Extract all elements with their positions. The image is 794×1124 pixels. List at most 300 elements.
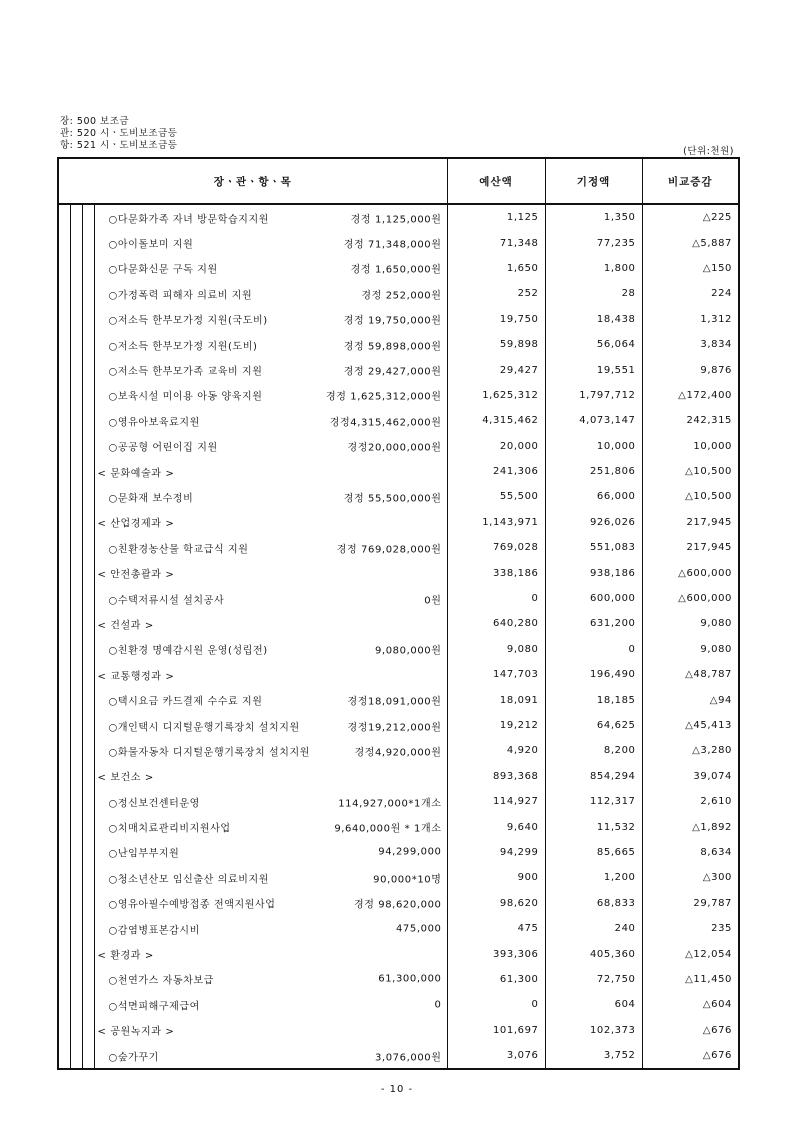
row-diff: 217,945 xyxy=(642,510,739,535)
guide-cell xyxy=(70,1043,82,1069)
guide-cell xyxy=(82,687,94,712)
table-row xyxy=(58,357,739,382)
header-gwan: 관: 520 시ㆍ도비보조금등 xyxy=(60,128,178,139)
guide-cell xyxy=(70,332,82,357)
row-label: ○아이돌보미 지원 xyxy=(108,239,194,251)
row-previous: 604 xyxy=(545,992,642,1017)
col-header-name: 장ㆍ관ㆍ항ㆍ목 xyxy=(58,158,447,204)
row-detail: 경정 98,620,000 xyxy=(353,899,442,911)
row-label: ○저소득 한부모가정 지원(국도비) xyxy=(108,315,268,327)
row-previous: 196,490 xyxy=(545,662,642,687)
row-description xyxy=(94,484,447,509)
row-budget: 393,306 xyxy=(447,941,545,966)
row-previous: 8,200 xyxy=(545,738,642,763)
row-budget: 59,898 xyxy=(447,332,545,357)
row-label: ○숲가꾸기 xyxy=(108,1052,159,1064)
table-row xyxy=(58,307,739,332)
row-detail: 경정 19,750,000원 xyxy=(343,315,442,327)
row-budget: 241,306 xyxy=(447,459,545,484)
row-previous: 240 xyxy=(545,916,642,941)
row-budget: 114,927 xyxy=(447,789,545,814)
table-row xyxy=(58,865,739,890)
row-previous: 1,797,712 xyxy=(545,383,642,408)
row-detail: 경정 769,028,000원 xyxy=(336,544,442,556)
guide-cell xyxy=(82,992,94,1017)
guide-cell xyxy=(70,459,82,484)
table-row xyxy=(58,484,739,509)
row-detail: 475,000 xyxy=(395,923,442,935)
row-budget: 4,315,462 xyxy=(447,408,545,433)
guide-cell xyxy=(58,764,70,789)
guide-cell xyxy=(70,560,82,585)
row-previous: 3,752 xyxy=(545,1043,642,1069)
row-budget: 9,080 xyxy=(447,637,545,662)
row-budget: 769,028 xyxy=(447,535,545,560)
table-row xyxy=(58,586,739,611)
row-diff: 39,074 xyxy=(642,764,739,789)
row-budget: 640,280 xyxy=(447,611,545,636)
row-detail: 경정18,091,000원 xyxy=(347,696,442,708)
row-budget: 1,650 xyxy=(447,256,545,281)
row-diff: △48,787 xyxy=(642,662,739,687)
row-budget: 0 xyxy=(447,586,545,611)
guide-cell xyxy=(82,586,94,611)
row-diff: △172,400 xyxy=(642,383,739,408)
row-previous: 56,064 xyxy=(545,332,642,357)
table-row xyxy=(58,992,739,1017)
col-header-budget: 예산액 xyxy=(447,158,545,204)
row-detail: 114,927,000*1개소 xyxy=(338,798,442,810)
page-number: - 10 - xyxy=(380,1084,414,1095)
table-row xyxy=(58,535,739,560)
row-label: ○다문화신문 구독 지원 xyxy=(108,264,218,276)
row-diff: △10,500 xyxy=(642,459,739,484)
dept-row xyxy=(58,941,739,966)
row-budget: 71,348 xyxy=(447,230,545,255)
row-detail: 경정 59,898,000원 xyxy=(343,341,442,353)
header-hang: 항: 521 시ㆍ도비보조금등 xyxy=(60,140,178,151)
row-diff: △3,280 xyxy=(642,738,739,763)
guide-cell xyxy=(58,713,70,738)
row-budget: 4,920 xyxy=(447,738,545,763)
guide-cell xyxy=(82,434,94,459)
row-diff: 9,080 xyxy=(642,611,739,636)
guide-cell xyxy=(82,916,94,941)
row-description xyxy=(94,535,447,560)
row-label: ○친환경 명예감시원 운영(성립전) xyxy=(108,645,268,657)
guide-cell xyxy=(82,332,94,357)
guide-cell xyxy=(70,510,82,535)
row-diff: △676 xyxy=(642,1018,739,1043)
row-label: ○문화재 보수정비 xyxy=(108,493,194,505)
row-label: ○화물자동차 디지털운행기록장치 설치지원 xyxy=(108,747,311,759)
row-label: ○가정폭력 피해자 의료비 지원 xyxy=(108,290,253,302)
table-row xyxy=(58,916,739,941)
dept-row xyxy=(58,459,739,484)
row-label: ○정신보건센터운영 xyxy=(108,798,200,810)
row-budget: 338,186 xyxy=(447,560,545,585)
row-label: < 산업경제과 > xyxy=(97,518,175,530)
row-label: ○공공형 어린이집 지원 xyxy=(108,442,218,454)
row-description xyxy=(94,1018,447,1043)
row-previous: 10,000 xyxy=(545,434,642,459)
guide-cell xyxy=(58,637,70,662)
guide-cell xyxy=(58,230,70,255)
row-previous: 926,026 xyxy=(545,510,642,535)
row-label: ○치매치료관리비지원사업 xyxy=(108,823,231,835)
row-detail: 9,640,000원 * 1개소 xyxy=(334,823,442,835)
table-row xyxy=(58,281,739,306)
row-budget: 3,076 xyxy=(447,1043,545,1069)
row-budget: 55,500 xyxy=(447,484,545,509)
row-description xyxy=(94,459,447,484)
row-label: ○저소득 한부모가족 교육비 지원 xyxy=(108,366,263,378)
row-previous: 72,750 xyxy=(545,967,642,992)
guide-cell xyxy=(82,764,94,789)
guide-cell xyxy=(82,738,94,763)
row-diff: △45,413 xyxy=(642,713,739,738)
row-description xyxy=(94,307,447,332)
guide-cell xyxy=(70,662,82,687)
row-detail: 경정20,000,000원 xyxy=(347,442,442,454)
row-label: ○영유아필수예방접종 전액지원사업 xyxy=(108,899,276,911)
guide-cell xyxy=(70,789,82,814)
guide-cell xyxy=(58,1018,70,1043)
col-header-previous: 기정액 xyxy=(545,158,642,204)
row-label: ○보육시설 미이용 아동 양육지원 xyxy=(108,391,263,403)
row-description xyxy=(94,560,447,585)
guide-cell xyxy=(82,789,94,814)
row-budget: 1,625,312 xyxy=(447,383,545,408)
guide-cell xyxy=(70,434,82,459)
dept-row xyxy=(58,764,739,789)
guide-cell xyxy=(58,560,70,585)
row-budget: 20,000 xyxy=(447,434,545,459)
guide-cell xyxy=(70,916,82,941)
row-budget: 18,091 xyxy=(447,687,545,712)
row-detail: 경정4,920,000원 xyxy=(354,747,442,759)
row-description xyxy=(94,814,447,839)
guide-cell xyxy=(82,891,94,916)
guide-cell xyxy=(70,484,82,509)
row-budget: 252 xyxy=(447,281,545,306)
guide-cell xyxy=(58,307,70,332)
row-previous: 600,000 xyxy=(545,586,642,611)
row-budget: 1,125 xyxy=(447,204,545,230)
row-diff: 242,315 xyxy=(642,408,739,433)
guide-cell xyxy=(58,408,70,433)
row-diff: 235 xyxy=(642,916,739,941)
row-description xyxy=(94,281,447,306)
row-detail: 94,299,000 xyxy=(378,846,442,858)
row-previous: 18,438 xyxy=(545,307,642,332)
guide-cell xyxy=(82,307,94,332)
guide-cell xyxy=(58,256,70,281)
guide-cell xyxy=(70,992,82,1017)
row-detail: 경정 55,500,000원 xyxy=(343,493,442,505)
row-description xyxy=(94,510,447,535)
row-diff: △5,887 xyxy=(642,230,739,255)
guide-cell xyxy=(58,383,70,408)
guide-cell xyxy=(58,611,70,636)
unit-label: (단위:천원) xyxy=(683,146,734,157)
row-description xyxy=(94,992,447,1017)
row-detail: 경정 1,650,000원 xyxy=(350,264,442,276)
row-previous: 4,073,147 xyxy=(545,408,642,433)
row-description xyxy=(94,332,447,357)
row-detail: 경정 71,348,000원 xyxy=(343,239,442,251)
guide-cell xyxy=(58,789,70,814)
row-previous: 85,665 xyxy=(545,840,642,865)
row-description xyxy=(94,586,447,611)
row-diff: △676 xyxy=(642,1043,739,1069)
row-description xyxy=(94,662,447,687)
guide-cell xyxy=(82,637,94,662)
guide-cell xyxy=(82,383,94,408)
row-description xyxy=(94,941,447,966)
guide-cell xyxy=(82,560,94,585)
row-diff: △10,500 xyxy=(642,484,739,509)
row-budget: 94,299 xyxy=(447,840,545,865)
guide-cell xyxy=(70,1018,82,1043)
row-diff: △94 xyxy=(642,687,739,712)
guide-cell xyxy=(82,814,94,839)
guide-cell xyxy=(70,814,82,839)
row-description xyxy=(94,687,447,712)
row-description xyxy=(94,789,447,814)
guide-cell xyxy=(70,865,82,890)
row-description xyxy=(94,204,447,230)
row-diff: 2,610 xyxy=(642,789,739,814)
guide-cell xyxy=(70,357,82,382)
row-description xyxy=(94,611,447,636)
guide-cell xyxy=(82,967,94,992)
row-diff: 1,312 xyxy=(642,307,739,332)
guide-cell xyxy=(70,941,82,966)
row-detail: 0 xyxy=(434,999,442,1011)
guide-cell xyxy=(82,840,94,865)
guide-cell xyxy=(58,1043,70,1069)
table-row xyxy=(58,840,739,865)
guide-cell xyxy=(82,510,94,535)
row-description xyxy=(94,967,447,992)
row-previous: 938,186 xyxy=(545,560,642,585)
header-jang: 장: 500 보조금 xyxy=(60,116,130,127)
row-detail: 경정 252,000원 xyxy=(361,290,442,302)
guide-cell xyxy=(70,738,82,763)
row-diff: △300 xyxy=(642,865,739,890)
guide-cell xyxy=(70,637,82,662)
row-budget: 61,300 xyxy=(447,967,545,992)
row-label: ○다문화가족 자녀 방문학습지지원 xyxy=(108,214,270,226)
row-budget: 19,212 xyxy=(447,713,545,738)
guide-cell xyxy=(82,204,94,230)
row-budget: 1,143,971 xyxy=(447,510,545,535)
guide-cell xyxy=(70,840,82,865)
guide-cell xyxy=(82,357,94,382)
guide-cell xyxy=(58,434,70,459)
row-budget: 0 xyxy=(447,992,545,1017)
row-previous: 28 xyxy=(545,281,642,306)
row-previous: 112,317 xyxy=(545,789,642,814)
guide-cell xyxy=(58,992,70,1017)
row-label: < 안전총괄과 > xyxy=(97,569,175,581)
row-diff: △1,892 xyxy=(642,814,739,839)
guide-cell xyxy=(58,891,70,916)
guide-cell xyxy=(58,204,70,230)
row-description xyxy=(94,916,447,941)
row-diff: △150 xyxy=(642,256,739,281)
guide-cell xyxy=(70,535,82,560)
guide-cell xyxy=(82,865,94,890)
row-diff: 29,787 xyxy=(642,891,739,916)
guide-cell xyxy=(58,281,70,306)
table-row xyxy=(58,789,739,814)
row-previous: 0 xyxy=(545,637,642,662)
guide-cell xyxy=(70,611,82,636)
row-description xyxy=(94,764,447,789)
guide-cell xyxy=(82,1018,94,1043)
row-label: ○청소년산모 임신출산 의료비지원 xyxy=(108,874,270,886)
row-previous: 551,083 xyxy=(545,535,642,560)
guide-cell xyxy=(58,865,70,890)
table-row xyxy=(58,434,739,459)
row-detail: 0원 xyxy=(424,595,442,607)
row-diff: 8,634 xyxy=(642,840,739,865)
table-row xyxy=(58,891,739,916)
dept-row xyxy=(58,662,739,687)
guide-cell xyxy=(70,408,82,433)
row-previous: 102,373 xyxy=(545,1018,642,1043)
row-previous: 68,833 xyxy=(545,891,642,916)
guide-cell xyxy=(70,713,82,738)
guide-cell xyxy=(58,357,70,382)
guide-cell xyxy=(82,1043,94,1069)
row-diff: 3,834 xyxy=(642,332,739,357)
row-diff: 9,080 xyxy=(642,637,739,662)
row-detail: 경정 1,125,000원 xyxy=(350,214,442,226)
guide-cell xyxy=(58,941,70,966)
row-label: ○개인택시 디지털운행기록장치 설치지원 xyxy=(108,722,300,733)
row-description xyxy=(94,357,447,382)
row-budget: 101,697 xyxy=(447,1018,545,1043)
row-previous: 66,000 xyxy=(545,484,642,509)
row-label: ○친환경농산물 학교급식 지원 xyxy=(108,544,249,556)
dept-row xyxy=(58,611,739,636)
guide-cell xyxy=(70,281,82,306)
row-description xyxy=(94,408,447,433)
guide-cell xyxy=(82,256,94,281)
budget-table xyxy=(57,157,740,1070)
row-description xyxy=(94,256,447,281)
guide-cell xyxy=(58,814,70,839)
guide-cell xyxy=(70,383,82,408)
guide-cell xyxy=(82,941,94,966)
row-diff: 217,945 xyxy=(642,535,739,560)
guide-cell xyxy=(58,459,70,484)
row-previous: 64,625 xyxy=(545,713,642,738)
guide-cell xyxy=(58,967,70,992)
guide-cell xyxy=(82,281,94,306)
row-description xyxy=(94,383,447,408)
row-budget: 147,703 xyxy=(447,662,545,687)
guide-cell xyxy=(82,230,94,255)
row-label: < 환경과 > xyxy=(97,950,154,962)
row-description xyxy=(94,738,447,763)
row-diff: 9,876 xyxy=(642,357,739,382)
row-label: < 문화예술과 > xyxy=(97,468,175,480)
guide-cell xyxy=(82,484,94,509)
row-previous: 1,350 xyxy=(545,204,642,230)
dept-row xyxy=(58,1018,739,1043)
row-budget: 19,750 xyxy=(447,307,545,332)
row-detail: 경정 1,625,312,000원 xyxy=(325,391,442,403)
row-diff: △225 xyxy=(642,204,739,230)
row-description xyxy=(94,840,447,865)
row-previous: 11,532 xyxy=(545,814,642,839)
row-previous: 19,551 xyxy=(545,357,642,382)
row-diff: 10,000 xyxy=(642,434,739,459)
row-previous: 854,294 xyxy=(545,764,642,789)
guide-cell xyxy=(70,586,82,611)
row-diff: △600,000 xyxy=(642,586,739,611)
guide-cell xyxy=(70,256,82,281)
row-detail: 9,080,000원 xyxy=(374,645,442,657)
table-row xyxy=(58,713,739,738)
guide-cell xyxy=(70,891,82,916)
guide-cell xyxy=(70,687,82,712)
guide-cell xyxy=(70,230,82,255)
table-row xyxy=(58,204,739,230)
row-budget: 98,620 xyxy=(447,891,545,916)
table-row xyxy=(58,687,739,712)
guide-cell xyxy=(70,967,82,992)
guide-cell xyxy=(58,738,70,763)
guide-cell xyxy=(58,535,70,560)
row-description xyxy=(94,865,447,890)
row-label: < 건설과 > xyxy=(97,620,154,632)
row-label: < 공원녹지과 > xyxy=(97,1026,175,1038)
row-detail: 경정19,212,000원 xyxy=(347,722,442,733)
row-previous: 18,185 xyxy=(545,687,642,712)
dept-row xyxy=(58,510,739,535)
row-description xyxy=(94,434,447,459)
row-description xyxy=(94,637,447,662)
table-row xyxy=(58,814,739,839)
guide-cell xyxy=(70,204,82,230)
guide-cell xyxy=(82,535,94,560)
guide-cell xyxy=(58,484,70,509)
row-diff: △604 xyxy=(642,992,739,1017)
row-label: ○감염병표본감시비 xyxy=(108,925,200,937)
guide-cell xyxy=(82,459,94,484)
row-diff: △11,450 xyxy=(642,967,739,992)
row-label: ○저소득 한부모가정 지원(도비) xyxy=(108,341,258,353)
row-detail: 3,076,000원 xyxy=(374,1052,442,1064)
row-diff: 224 xyxy=(642,281,739,306)
col-header-diff: 비교증감 xyxy=(642,158,739,204)
row-description xyxy=(94,1043,447,1069)
row-label: ○택시요금 카드결제 수수료 지원 xyxy=(108,696,263,708)
guide-cell xyxy=(82,611,94,636)
table-row xyxy=(58,1043,739,1069)
guide-cell xyxy=(82,713,94,738)
guide-cell xyxy=(58,510,70,535)
table-row xyxy=(58,637,739,662)
row-label: ○수택저류시설 설치공사 xyxy=(108,595,225,607)
row-label: < 교통행정과 > xyxy=(97,671,175,683)
row-detail: 90,000*10명 xyxy=(373,874,442,886)
